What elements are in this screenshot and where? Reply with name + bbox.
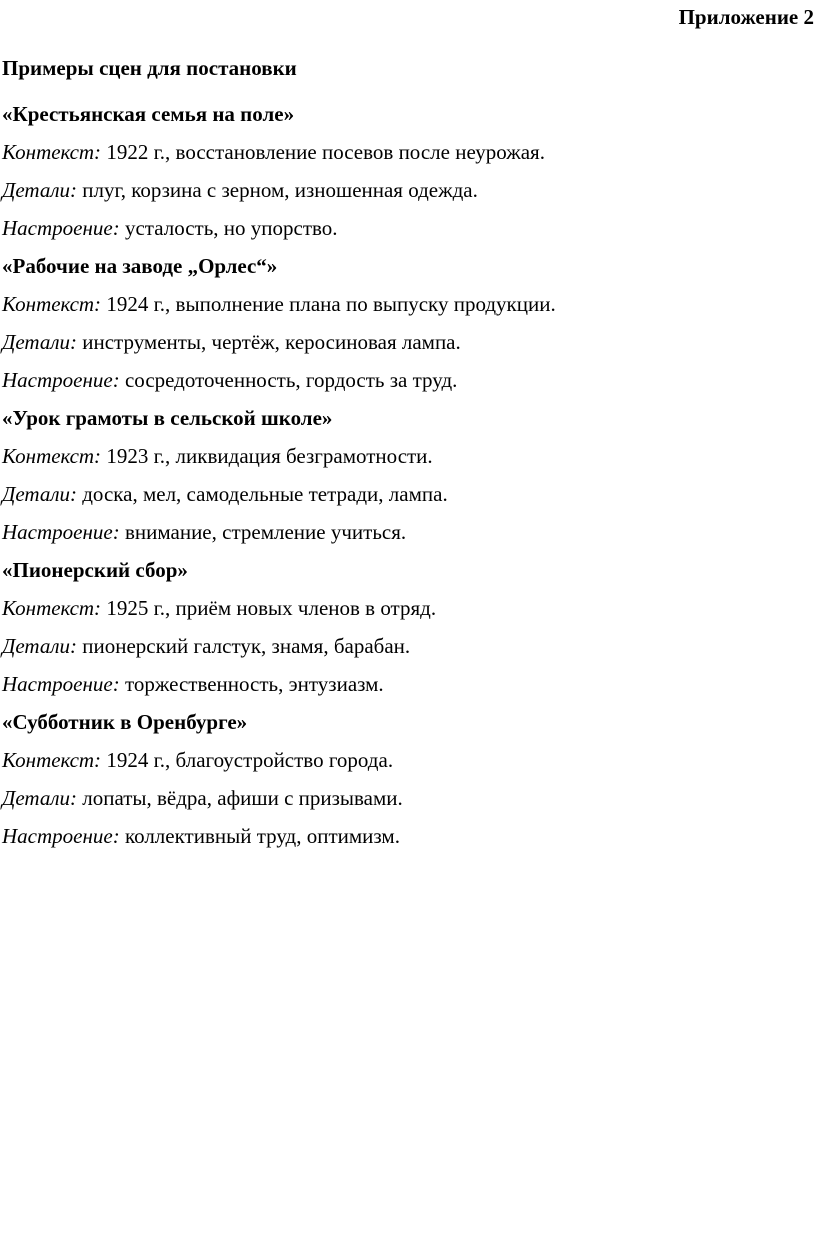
mood-label: Настроение: [2, 216, 120, 240]
context-label: Контекст: [2, 444, 102, 468]
context-label: Контекст: [2, 140, 102, 164]
scene-context [2, 437, 812, 475]
scene-title: «Субботник в Оренбурге» [2, 710, 248, 734]
scene-2 [2, 247, 812, 399]
details-label: Детали: [2, 482, 77, 506]
scene-context [2, 285, 812, 323]
context-value: 1924 г., выполнение плана по выпуску продукции. [106, 292, 556, 316]
scene-context [2, 589, 812, 627]
mood-value: внимание, стремление учиться. [124, 520, 407, 544]
scene-details [2, 171, 812, 209]
scene-title: «Пионерский сбор» [2, 558, 188, 582]
scene-mood [2, 361, 812, 399]
scene-list [2, 95, 812, 855]
mood-value: коллективный труд, оптимизм. [124, 824, 400, 848]
mood-value: усталость, но упорство. [124, 216, 338, 240]
details-value: инструменты, чертёж, керосиновая лампа. [82, 330, 461, 354]
scene-1 [2, 95, 812, 247]
scene-details [2, 779, 812, 817]
context-value: 1922 г., восстановление посевов после неурожая. [106, 140, 545, 164]
scene-title: «Урок грамоты в сельской школе» [2, 406, 333, 430]
scene-mood [2, 665, 812, 703]
scene-details [2, 627, 812, 665]
scene-context [2, 741, 812, 779]
scene-details [2, 323, 812, 361]
details-label: Детали: [2, 178, 77, 202]
document-title: Примеры сцен для постановки [2, 56, 297, 80]
scene-mood [2, 209, 812, 247]
appendix-label: Приложение 2 [678, 5, 814, 29]
scene-title: «Рабочие на заводе „Орлес“» [2, 254, 278, 278]
mood-label: Настроение: [2, 672, 120, 696]
scene-mood [2, 513, 812, 551]
scene-context [2, 133, 812, 171]
details-value: доска, мел, самодельные тетради, лампа. [82, 482, 448, 506]
details-value: лопаты, вёдра, афиши с призывами. [82, 786, 403, 810]
scene-mood [2, 817, 812, 855]
context-label: Контекст: [2, 748, 102, 772]
context-value: 1925 г., приём новых членов в отряд. [106, 596, 437, 620]
context-label: Контекст: [2, 292, 102, 316]
mood-label: Настроение: [2, 520, 120, 544]
mood-label: Настроение: [2, 824, 120, 848]
scene-3 [2, 399, 812, 551]
details-label: Детали: [2, 330, 77, 354]
context-value: 1924 г., благоустройство города. [106, 748, 394, 772]
mood-value: сосредоточенность, гордость за труд. [124, 368, 458, 392]
details-value: пионерский галстук, знамя, барабан. [82, 634, 411, 658]
mood-value: торжественность, энтузиазм. [124, 672, 384, 696]
context-value: 1923 г., ликвидация безграмотности. [106, 444, 433, 468]
details-label: Детали: [2, 634, 77, 658]
details-label: Детали: [2, 786, 77, 810]
scene-details [2, 475, 812, 513]
mood-label: Настроение: [2, 368, 120, 392]
details-value: плуг, корзина с зерном, изношенная одежда. [82, 178, 478, 202]
scene-4 [2, 551, 812, 703]
scene-title: «Крестьянская семья на поле» [2, 102, 295, 126]
scene-5 [2, 703, 812, 855]
context-label: Контекст: [2, 596, 102, 620]
